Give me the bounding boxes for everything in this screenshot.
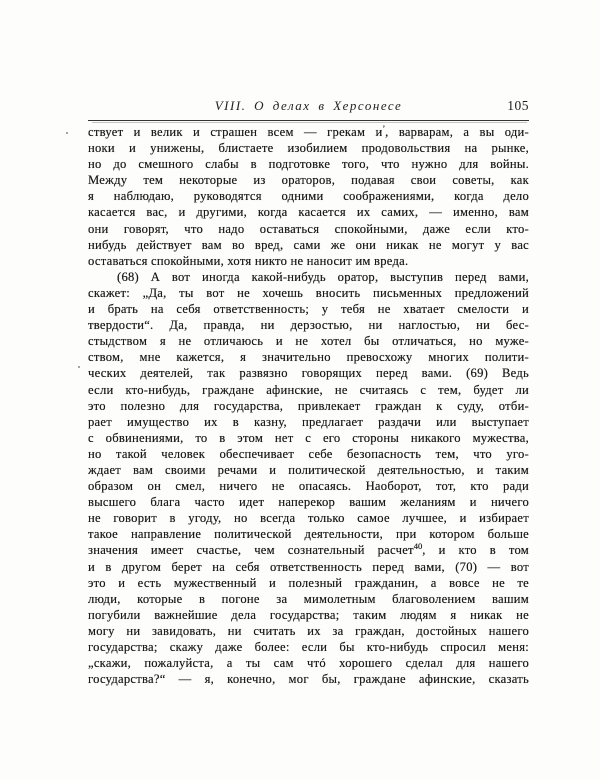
text-line: это и есть мужественный и полезный гражданин, а вовсе не те bbox=[88, 575, 529, 590]
body-text bbox=[88, 124, 529, 687]
text-line: это полезно для государства, привлекает граждан к суду, отби- bbox=[88, 398, 529, 413]
text-line: и в другом берет на себя ответственность перед вами, (70) — вот bbox=[88, 559, 529, 574]
text-line: не говорит в угоду, но всегда только самое лучшее, и избирает bbox=[88, 511, 529, 526]
text-line: я наблюдаю, руководятся одними соображениями, когда дело bbox=[88, 189, 529, 204]
text-line: стыдством я не отличаюсь и не хотел бы отличаться, но муже- bbox=[88, 334, 529, 349]
text-line: такое направление политической деятельности, при котором больше bbox=[88, 527, 529, 542]
text-segment: , варварам, а вы оди- bbox=[385, 125, 529, 139]
running-title: VIII. О делах в Херсонесе bbox=[214, 98, 403, 113]
text-line: ческих деятелей, так развязно говорящих перед вами. (69) Ведь bbox=[88, 366, 529, 381]
text-line: могу ни завидовать, ни считать их за граждан, достойных нашего bbox=[88, 623, 529, 638]
header-rule bbox=[88, 120, 529, 121]
page-header bbox=[88, 98, 529, 121]
text-line: высшего блага часто идет наперекор вашим желаниям и ничего bbox=[88, 495, 529, 510]
text-line: государства; скажу даже более: если бы кто-нибудь спросил меня: bbox=[88, 640, 529, 654]
text-line: и брать на себя ответственность; у тебя не хватает смелости и bbox=[88, 302, 529, 317]
text-line: но такой человек обеспечивает себе безопасность тем, что уго- bbox=[88, 446, 529, 461]
text-line: ством, мне кажется, я значительно превосхожу многих полити- bbox=[88, 350, 529, 365]
text-line: ждает вам своими речами и политической деятельностью, и таким bbox=[88, 462, 529, 477]
text-line: ноки и унижены, блистаете изобилием продовольствия на рынке, bbox=[88, 141, 529, 156]
scan-speck bbox=[66, 132, 68, 134]
text-line: с обвинениями, то в этом нет с его стороны никакого мужества, bbox=[88, 430, 529, 445]
footnote-tick-mark: ʼ bbox=[382, 124, 386, 133]
text-line bbox=[88, 124, 529, 140]
text-segment: ствует и велик и страшен всем — грекам и bbox=[88, 125, 383, 139]
scan-speck bbox=[78, 366, 80, 368]
text-line: государства?“ — я, конечно, мог бы, граждане афинские, сказать bbox=[88, 672, 529, 687]
text-line: Между тем некоторые из ораторов, подавая свои советы, как bbox=[88, 173, 529, 188]
text-line: „скажи, пожалуйста, а ты сам чтó хорошего сделал для нашего bbox=[88, 656, 529, 671]
text-line: если кто-нибудь, граждане афинские, не считаясь с тем, будет ли bbox=[88, 382, 529, 397]
text-line: рает имущество их в казну, предлагает раздачи или выступает bbox=[88, 414, 529, 429]
text-line: (68) А вот иногда какой-нибудь оратор, выступив перед вами, bbox=[117, 269, 529, 284]
text-line: твердости“. Да, правда, ни дерзостью, ни наглостью, ни бес- bbox=[88, 318, 529, 333]
text-line: люди, которые в погоне за мимолетным благоволением вашим bbox=[88, 591, 529, 606]
text-line: оставаться спокойными, хотя никто не наносит им вреда. bbox=[88, 253, 409, 268]
text-line: нибудь действует вам во вред, сами же они никак не могут у вас bbox=[88, 237, 529, 252]
text-line: образом он смел, ничего не опасаясь. Наоборот, тот, кто ради bbox=[88, 479, 529, 494]
footnote-reference-40: 40 bbox=[413, 542, 423, 552]
text-line: но до смешного слабы в подготовке того, что нужно для войны. bbox=[88, 157, 529, 172]
text-line-with-footnote-ref bbox=[88, 542, 529, 558]
text-line: скажет: „Да, ты вот не хочешь вносить письменных предложений bbox=[88, 285, 529, 300]
text-segment: , и кто в том bbox=[422, 543, 529, 558]
text-line: они говорят, что надо оставаться спокойными, даже если кто- bbox=[88, 221, 529, 236]
header-rule-shadow bbox=[92, 122, 527, 123]
text-line: погубили важнейшие дела государства; таким людям я никак не bbox=[88, 607, 529, 622]
text-line: касается вас, и другими, когда касается их самих, — именно, вам bbox=[88, 205, 529, 220]
text-segment: значения имеет счастье, чем сознательный расчет bbox=[88, 543, 414, 558]
page-number: 105 bbox=[507, 98, 529, 113]
